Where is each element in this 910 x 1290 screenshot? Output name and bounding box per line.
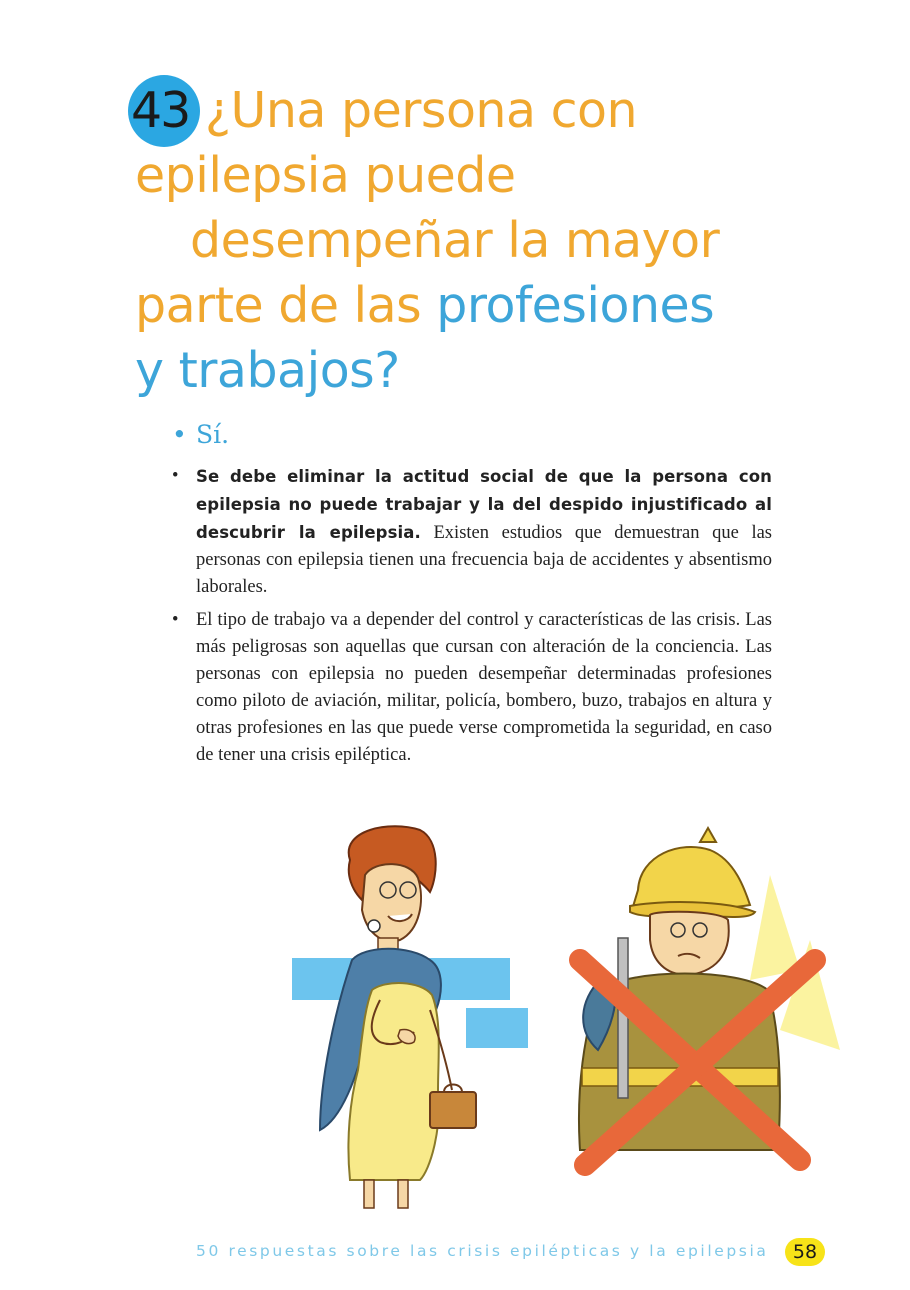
bullet-marker: • bbox=[172, 420, 187, 449]
title-line-4-blue: profesiones bbox=[436, 277, 715, 334]
title-line-5: y trabajos? bbox=[135, 342, 400, 399]
title-line-4 bbox=[135, 273, 835, 338]
question-number: 43 bbox=[131, 82, 190, 139]
answer-paragraph-1 bbox=[172, 463, 772, 601]
answer-paragraph-2 bbox=[172, 607, 772, 769]
short-answer-text: Sí. bbox=[196, 420, 230, 449]
title-line-2: epilepsia puede bbox=[135, 147, 516, 204]
paragraph-1-bold: Se debe eliminar la actitud social de que la persona con epilepsia no puede trabajar y la del despido injustificado al descubrir la epilepsia. bbox=[196, 467, 772, 542]
blue-block-right bbox=[466, 1008, 528, 1048]
title-line-4-orange: parte de las bbox=[135, 277, 437, 334]
woman-figure bbox=[320, 826, 476, 1208]
short-answer bbox=[172, 420, 772, 449]
paragraph-2-text: El tipo de trabajo va a depender del control y características de las crisis. Las más peligrosas son aquellas que cursan con alteración de la conciencia. Las personas con epilepsia no pueden desempeñar determinadas profesiones como piloto de aviación, militar, policía, bombero, buzo, trabajos en altura y otras profesiones en las que puede verse comprometida la seguridad, en caso de tener una crisis epiléptica. bbox=[196, 610, 772, 765]
page-number: 58 bbox=[785, 1238, 825, 1266]
paragraph-1-text bbox=[196, 463, 772, 601]
bullet-marker: • bbox=[172, 466, 179, 486]
illustration bbox=[280, 820, 860, 1220]
paragraph-1-rest: Existen estudios que demuestran que las personas con epilepsia tienen una frecuencia baja de accidentes y absentismo laborales. bbox=[196, 523, 772, 597]
footer-book-title: 50 respuestas sobre las crisis epilépticas y la epilepsia bbox=[196, 1242, 769, 1260]
title-line-1: ¿Una persona con bbox=[205, 82, 638, 139]
question-title bbox=[135, 78, 835, 403]
answer-content bbox=[172, 420, 772, 775]
title-line-3: desempeñar la mayor bbox=[190, 212, 720, 269]
firefighter-figure bbox=[579, 828, 840, 1165]
bullet-marker: • bbox=[172, 610, 179, 630]
